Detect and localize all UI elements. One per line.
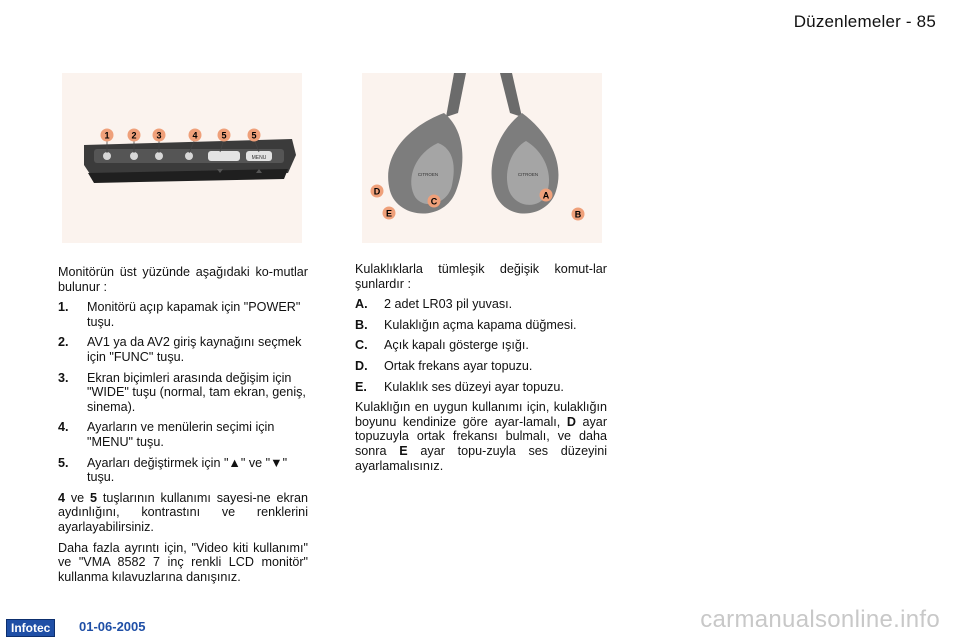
reference-paragraph: Daha fazla ayrıntı için, "Video kiti kullanımı" ve "VMA 8582 7 inç renkli LCD monitör" kullanma kılavuzlarına danışınız. xyxy=(58,540,308,584)
item-text: AV1 ya da AV2 giriş kaynağını seçmek için "FUNC" tuşu. xyxy=(87,335,302,364)
list-item xyxy=(355,338,607,353)
item-key: D. xyxy=(355,358,368,373)
item-text: Ekran biçimleri arasında değişim için "WIDE" tuşu (normal, tam ekran, geniş, sinema). xyxy=(87,370,306,414)
monitor-controls-text xyxy=(58,265,308,590)
item-text: Ortak frekans ayar topuzu. xyxy=(384,358,533,373)
func-button xyxy=(130,152,138,160)
svg-text:1: 1 xyxy=(104,130,110,141)
item-key: B. xyxy=(355,317,368,332)
svg-text:A: A xyxy=(542,190,550,201)
right-brand-label: CITROEN xyxy=(517,172,539,177)
item-key: 4. xyxy=(58,420,69,435)
svg-text:3: 3 xyxy=(156,130,162,141)
item-text: Kulaklık ses düzeyi ayar topuzu. xyxy=(384,379,564,394)
publication-date: 01-06-2005 xyxy=(79,619,146,634)
intro-paragraph: Kulaklıklarla tümleşik değişik komut-lar şunlardır : xyxy=(355,262,607,291)
brightness-paragraph: 4 ve 5 tuşlarının kullanımı sayesi-ne ekran aydınlığını, kontrastını ve renklerini ayarlayabilirsiniz. xyxy=(58,490,308,534)
item-text: Açık kapalı gösterge ışığı. xyxy=(384,338,529,353)
list-item xyxy=(58,300,308,329)
arrow-buttons xyxy=(208,151,240,161)
list-item xyxy=(355,380,607,395)
svg-text:5: 5 xyxy=(251,130,257,141)
site-watermark: carmanualsonline.info xyxy=(700,606,940,633)
list-item xyxy=(355,318,607,333)
monitor-illustration xyxy=(62,73,302,243)
list-item xyxy=(355,297,607,312)
headphone-controls-text xyxy=(355,262,607,479)
menu-button xyxy=(185,152,193,160)
item-key: 1. xyxy=(58,300,69,315)
monitor-figure xyxy=(62,73,302,243)
svg-text:5: 5 xyxy=(221,130,227,141)
svg-text:C: C xyxy=(430,196,438,207)
item-text: Kulaklığın açma kapama düğmesi. xyxy=(384,317,577,332)
menu-button-label: MENU xyxy=(251,155,267,161)
svg-text:4: 4 xyxy=(192,130,198,141)
svg-text:E: E xyxy=(385,208,393,219)
left-brand-label: CITROEN xyxy=(417,172,439,177)
item-key: C. xyxy=(355,338,368,353)
item-key: E. xyxy=(355,379,367,394)
item-text: Ayarların ve menülerin seçimi için "MENU" tuşu. xyxy=(87,420,275,449)
list-item xyxy=(58,335,308,364)
headphones-figure xyxy=(362,73,602,243)
item-text: 2 adet LR03 pil yuvası. xyxy=(384,297,513,312)
wide-button xyxy=(155,152,163,160)
item-text: Ayarları değiştirmek için "▲" ve "▼" tuşu. xyxy=(87,455,288,485)
usage-paragraph: Kulaklığın en uygun kullanımı için, kulaklığın boyunu kendinize göre ayar-lamalı, D ayar topuzuyla ortak frekansı bulmalı, ve daha sonra E ayar topu-zuyla ses düzeyini ayarlamalısınız. xyxy=(355,400,608,473)
item-key: 2. xyxy=(58,335,69,350)
page-header: Düzenlemeler - 85 xyxy=(793,12,936,31)
list-item xyxy=(58,371,308,415)
headphones-illustration xyxy=(362,73,602,243)
svg-text:D: D xyxy=(373,186,381,197)
svg-text:B: B xyxy=(574,209,582,220)
list-item xyxy=(58,456,308,485)
item-text: Monitörü açıp kapamak için "POWER" tuşu. xyxy=(87,300,301,329)
item-key: A. xyxy=(355,297,368,312)
item-key: 5. xyxy=(58,455,69,470)
list-item xyxy=(355,359,607,374)
item-key: 3. xyxy=(58,370,69,385)
list-item xyxy=(58,420,308,449)
intro-paragraph: Monitörün üst yüzünde aşağıdaki ko-mutlar bulunur : xyxy=(58,265,308,294)
infotec-logo: Infotec xyxy=(6,619,55,637)
power-button xyxy=(103,152,111,160)
svg-text:2: 2 xyxy=(131,130,137,141)
